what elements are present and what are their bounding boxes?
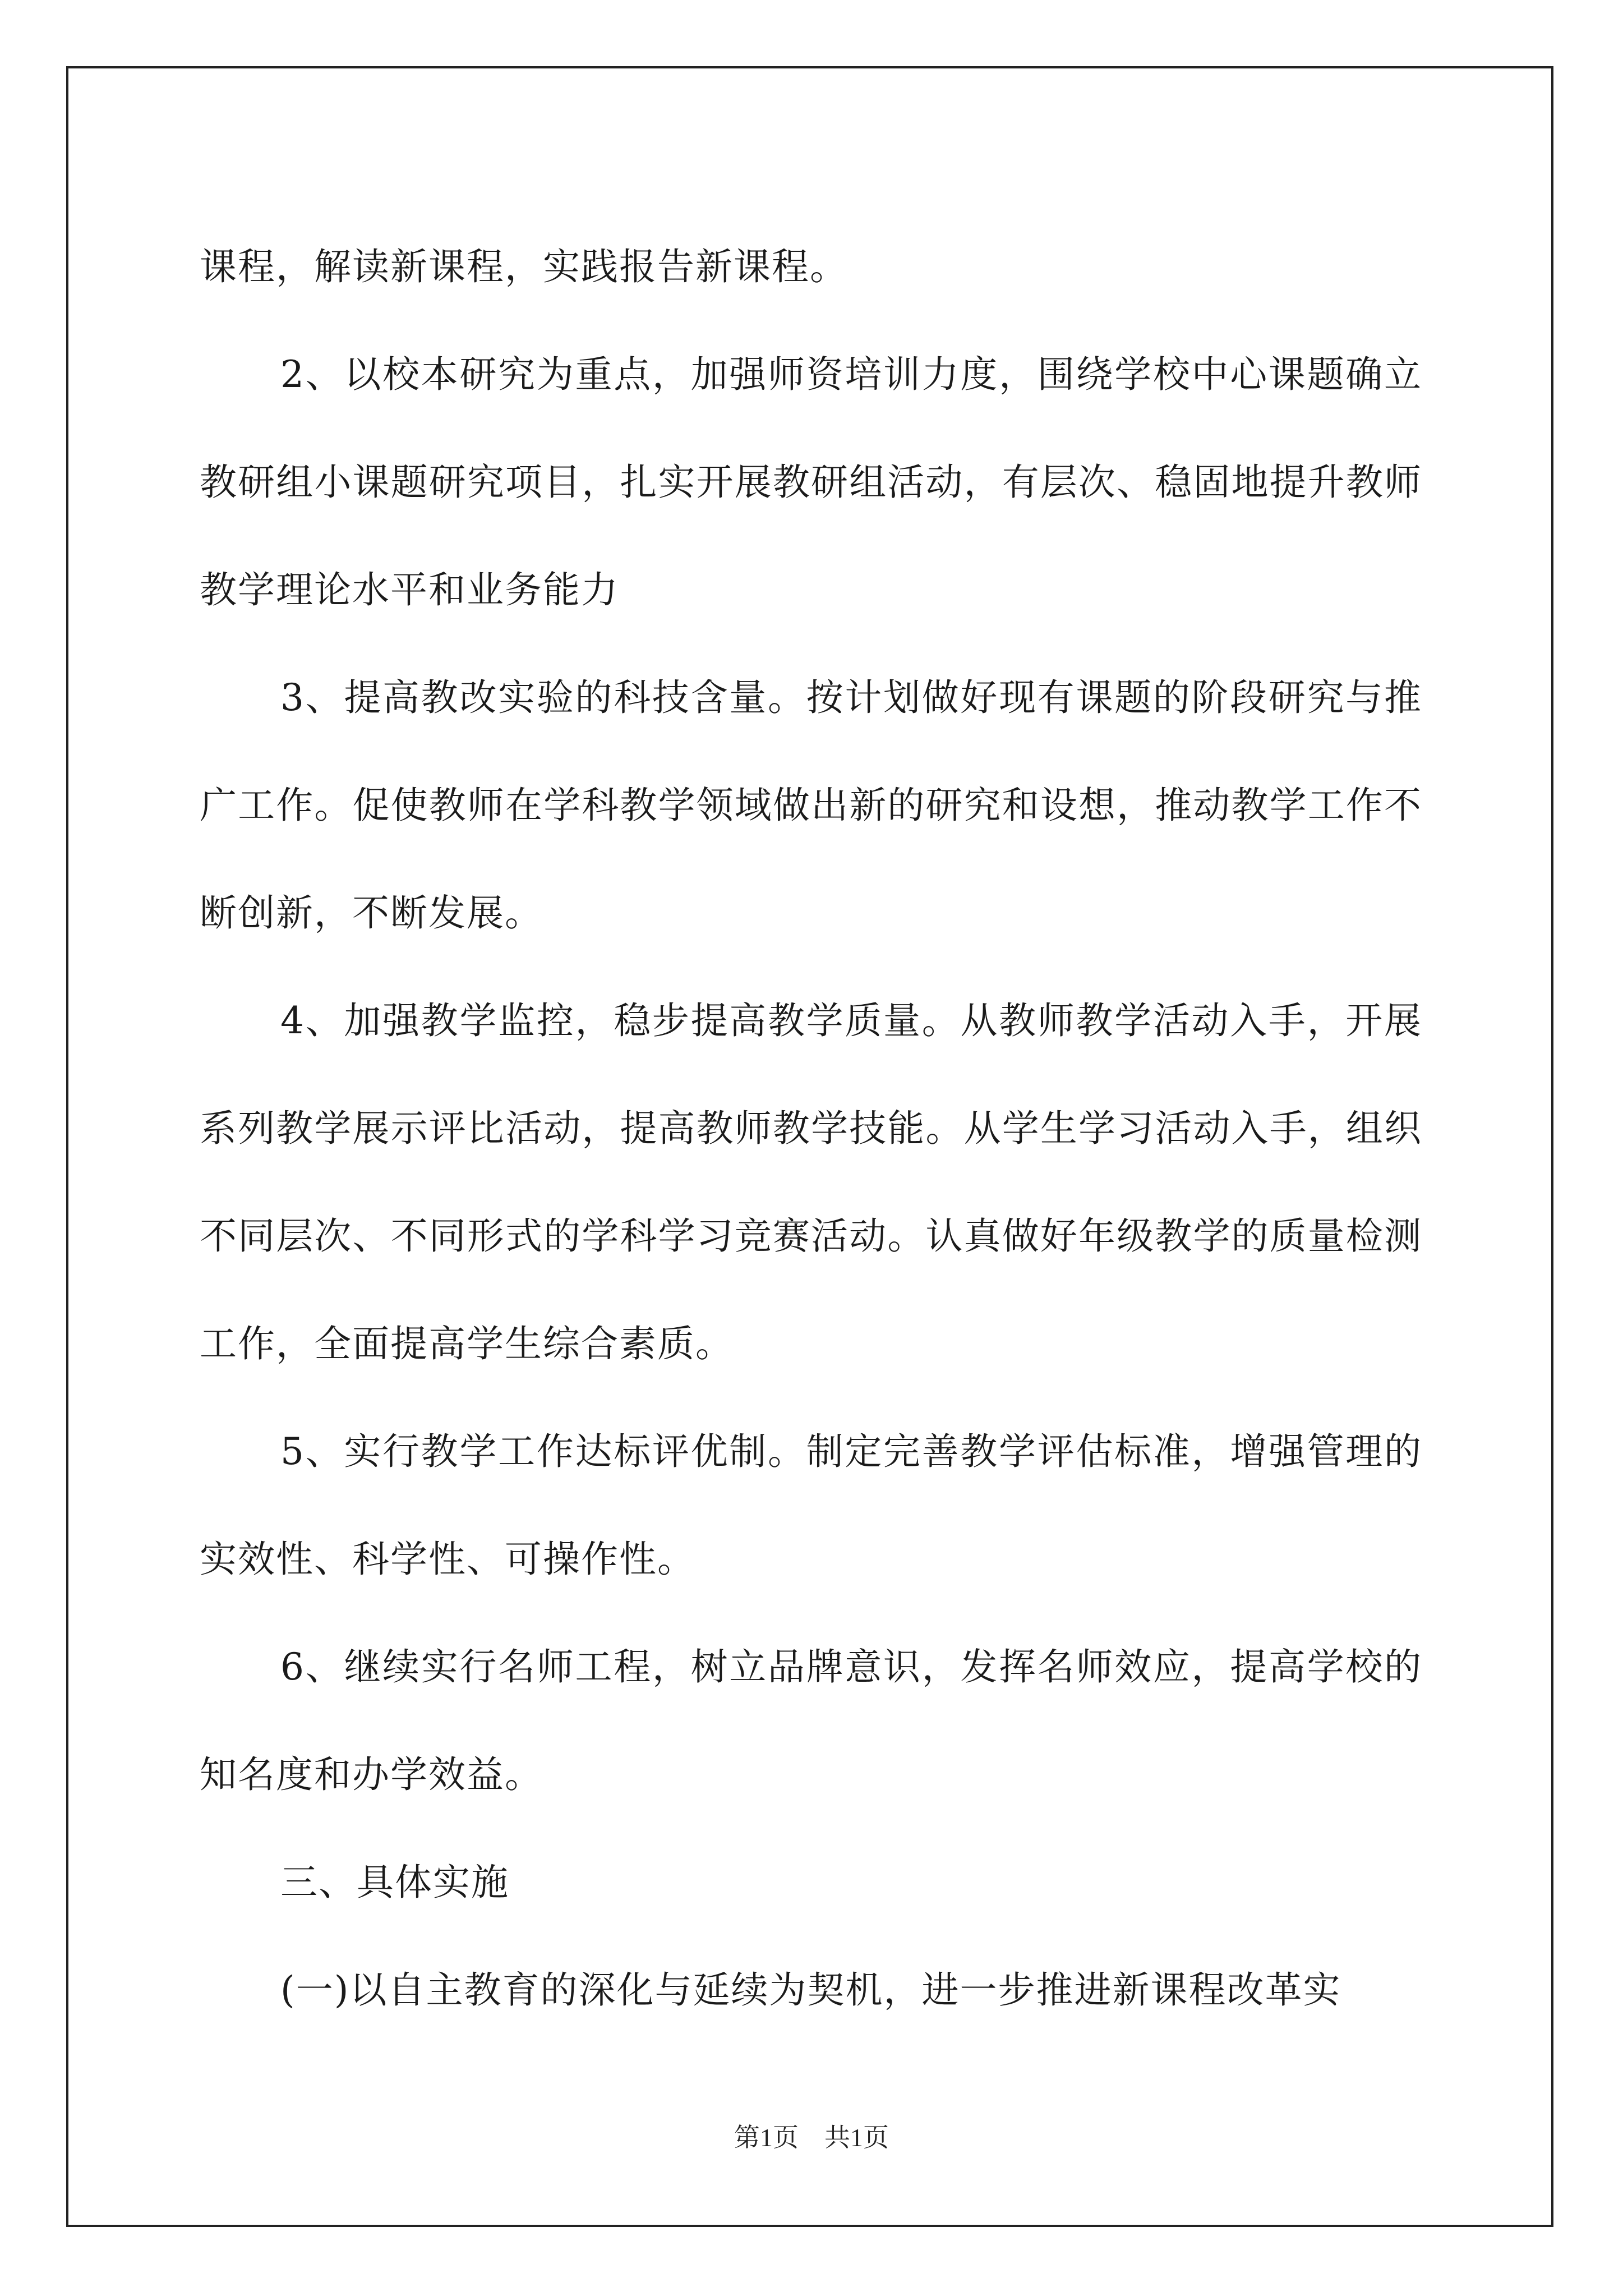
paragraph-4: 4、加强教学监控，稳步提高教学质量。从教师教学活动入手，开展系列教学展示评比活动，提高教师教学技能。从学生学习活动入手，组织不同层次、不同形式的学科学习竞赛活动。认真做好年级教学的质量检测工作，全面提高学生综合素质。 <box>200 999 1422 1365</box>
paragraph-1: 课程，解读新课程，实践报告新课程。 <box>200 245 848 288</box>
paragraph-6: 6、继续实行名师工程，树立品牌意识，发挥名师效应，提高学校的知名度和办学效益。 <box>200 1645 1422 1796</box>
page-number-footer: 第1页 共1页 <box>734 2123 889 2152</box>
paragraph-2: 2、以校本研究为重点，加强师资培训力度，围绕学校中心课题确立教研组小课题研究项目，扎实开展教研组活动，有层次、稳固地提升教师教学理论水平和业务能力 <box>200 353 1422 611</box>
paragraph-3: 3、提高教改实验的科技含量。按计划做好现有课题的阶段研究与推广工作。促使教师在学科教学领域做出新的研究和设想，推动教学工作不断创新，不断发展。 <box>200 676 1422 935</box>
paragraph-5: 5、实行教学工作达标评优制。制定完善教学评估标准，增强管理的实效性、科学性、可操作性。 <box>200 1430 1422 1581</box>
document-body <box>200 213 1422 2044</box>
paragraph-8: (一)以自主教育的深化与延续为契机，进一步推进新课程改革实 <box>280 1968 1341 2012</box>
section-heading: 三、具体实施 <box>280 1861 509 1904</box>
